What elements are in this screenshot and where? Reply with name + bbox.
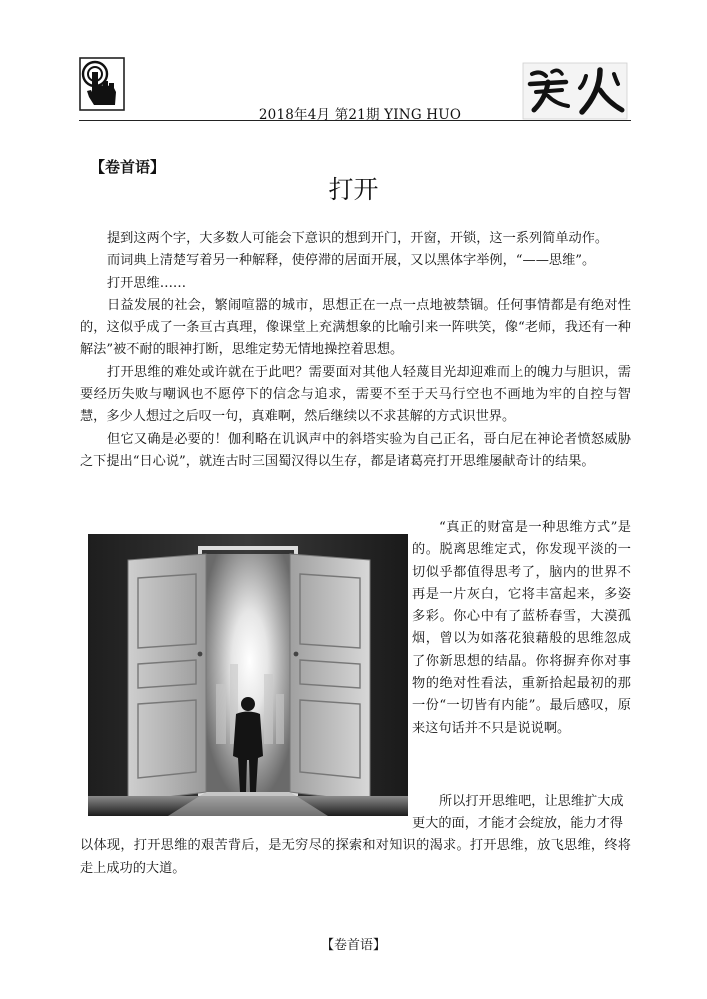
paragraph: 打开思维的难处或许就在于此吧？需要面对其他人轻蔑目光却迎难而上的魄力与胆识，需要经历失败与嘲讽也不愿停下的信念与追求，需要不至于天马行空也不画地为牢的自控与智慧，多少人想过之后叹一句，真难啊，然后继续以不求甚解的方式识世界。 bbox=[80, 364, 631, 425]
paragraph: 但它又确是必要的！伽利略在讥讽声中的斜塔实验为自己正名，哥白尼在神论者愤怒威胁之下提出“日心说”，就连古时三国蜀汉得以生存，都是诸葛亮打开思维屡献奇计的结果。 bbox=[80, 431, 631, 469]
section-tag: 【卷首语】 bbox=[90, 158, 166, 176]
paragraph: 提到这两个字，大多数人可能会下意识的想到开门，开窗，开锁，这一系列简单动作。 bbox=[107, 231, 609, 246]
final-paragraph-line-1: 所以打开思维吧，让思维扩大成 bbox=[439, 794, 624, 809]
paragraph: 而词典上清楚写着另一种解释，使停滞的居面开展，又以黑体字举例，“——思维”。 bbox=[107, 253, 596, 269]
open-door-photo bbox=[88, 534, 408, 816]
final-paragraph-start bbox=[412, 791, 631, 813]
footer-section-tag: 【卷首语】 bbox=[320, 938, 386, 953]
article-title: 打开 bbox=[328, 175, 379, 204]
paragraph: 打开思维…… bbox=[107, 275, 187, 291]
final-paragraph-rest: 以体现，打开思维的艰苦背后，是无穷尽的探索和对知识的渴求。打开思维，放飞思维，终将走上成功的大道。 bbox=[80, 838, 631, 876]
article-body-bottom bbox=[80, 813, 631, 880]
article-body-top bbox=[80, 228, 631, 473]
paragraph: 日益发展的社会，繁闹喧嚣的城市，思想正在一点一点地被禁锢。任何事情都是有绝对性的，这似乎成了一条亘古真理，像课堂上充满想象的比喻引来一阵哄笑，像“老师，我还有一种解法”被不耐的眼神打断，思维定势无情地操控着思想。 bbox=[80, 297, 631, 358]
masthead-calligraphy-logo bbox=[522, 62, 628, 120]
article-body-wrap bbox=[412, 517, 631, 740]
final-paragraph-line-2: 更大的面，才能才会绽放，能力才得 bbox=[412, 816, 623, 831]
header-divider bbox=[79, 120, 631, 121]
pointing-hand-icon bbox=[79, 57, 125, 111]
paragraph: “真正的财富是一种思维方式”是的。脱离思维定式，你发现平淡的一切似乎都值得思考了，脑内的世界不再是一片灰白，它将丰富起来，多姿多彩。你心中有了蓝桥春雪，大漠孤烟，曾以为如落花狼藉般的思维忽成了你新思想的结晶。你将摒弃你对事物的绝对性看法，重新拾起最初的那一份“一切皆有内能”。最后感叹，原来这句话并不只是说说啊。 bbox=[412, 520, 631, 736]
issue-line: 2018年4月 第21期 YING HUO bbox=[258, 107, 462, 123]
